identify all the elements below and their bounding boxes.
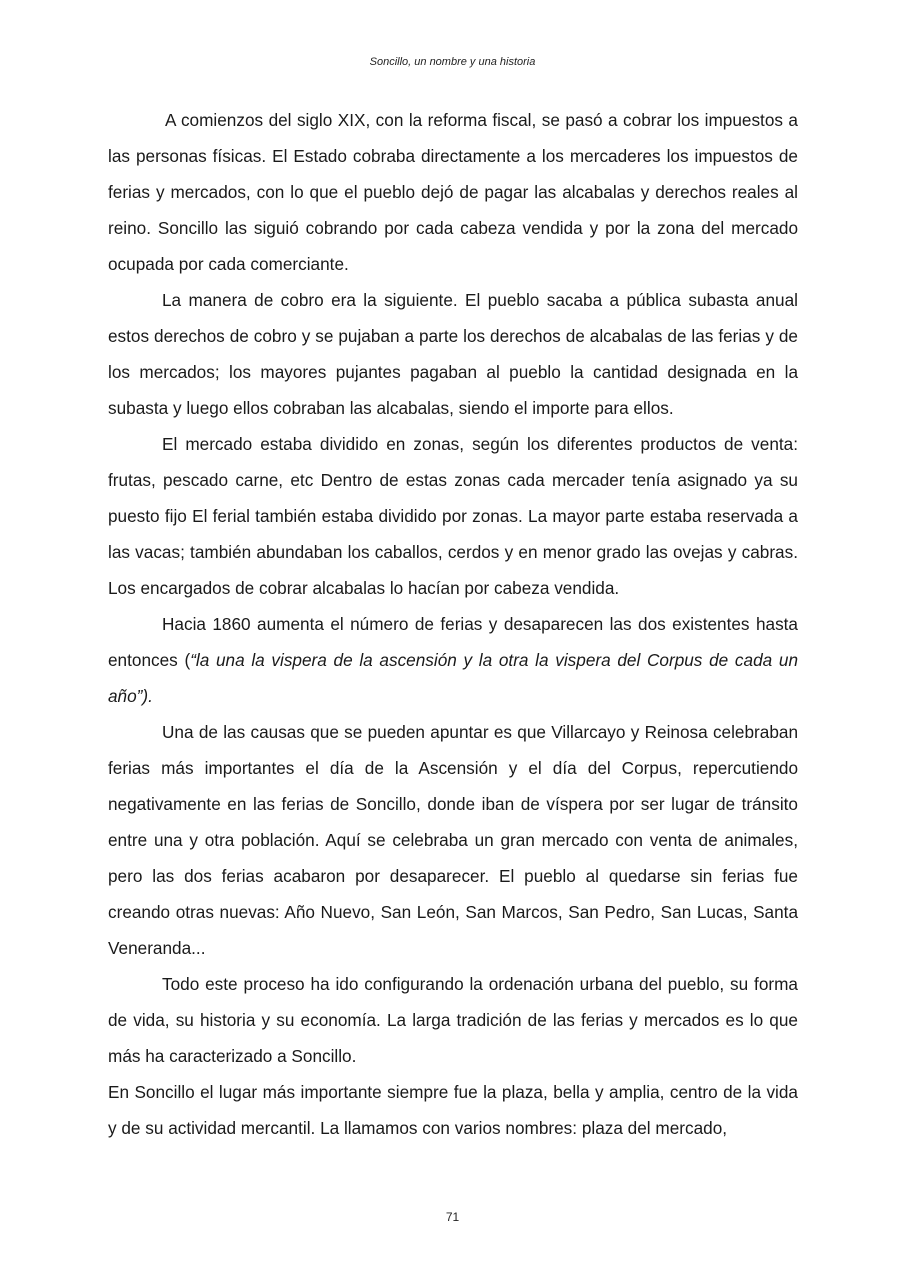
paragraph-7: En Soncillo el lugar más importante siempre fue la plaza, bella y amplia, centro de la vida y de su actividad mercantil. La llamamos con varios nombres: plaza del mercado,	[108, 1082, 798, 1138]
body-text	[108, 102, 798, 1146]
paragraph-3: El mercado estaba dividido en zonas, según los diferentes productos de venta: frutas, pescado carne, etc Dentro de estas zonas cada mercader tenía asignado ya su puesto fijo El ferial también estaba dividido por zonas. La mayor parte estaba reservada a las vacas; también abundaban los caballos, cerdos y en menor grado las ovejas y cabras. Los encargados de cobrar alcabalas lo hacían por cabeza vendida.	[108, 434, 798, 598]
paragraph-4-quote: “la una la vispera de la ascensión y la otra la vispera del Corpus de cada un año”).	[108, 650, 798, 706]
page-number: 71	[445, 1210, 460, 1224]
paragraph-1: A comienzos del siglo XIX, con la reforma fiscal, se pasó a cobrar los impuestos a las personas físicas. El Estado cobraba directamente a los mercaderes los impuestos de ferias y mercados, con lo que el pueblo dejó de pagar las alcabalas y derechos reales al reino. Soncillo las siguió cobrando por cada cabeza vendida y por la zona del mercado ocupada por cada comerciante.	[108, 110, 798, 274]
paragraph-4-text: Hacia 1860 aumenta el número de ferias y desaparecen las dos existentes hasta entonces (	[108, 614, 798, 670]
running-header: Soncillo, un nombre y una historia	[369, 56, 536, 68]
paragraph-2: La manera de cobro era la siguiente. El pueblo sacaba a pública subasta anual estos derechos de cobro y se pujaban a parte los derechos de alcabalas de las ferias y de los mercados; los mayores pujantes pagaban al pueblo la cantidad designada en la subasta y luego ellos cobraban las alcabalas, siendo el importe para ellos.	[108, 290, 798, 418]
paragraph-5: Una de las causas que se pueden apuntar es que Villarcayo y Reinosa celebraban ferias más importantes el día de la Ascensión y el día del Corpus, repercutiendo negativamente en las ferias de Soncillo, donde iban de víspera por ser lugar de tránsito entre una y otra población. Aquí se celebraba un gran mercado con venta de animales, pero las dos ferias acabaron por desaparecer. El pueblo al quedarse sin ferias fue creando otras nuevas: Año Nuevo, San León, San Marcos, San Pedro, San Lucas, Santa Veneranda...	[108, 722, 798, 958]
paragraph-6: Todo este proceso ha ido configurando la ordenación urbana del pueblo, su forma de vida, su historia y su economía. La larga tradición de las ferias y mercados es lo que más ha caracterizado a Soncillo.	[108, 974, 798, 1066]
paragraph-4	[108, 606, 798, 714]
